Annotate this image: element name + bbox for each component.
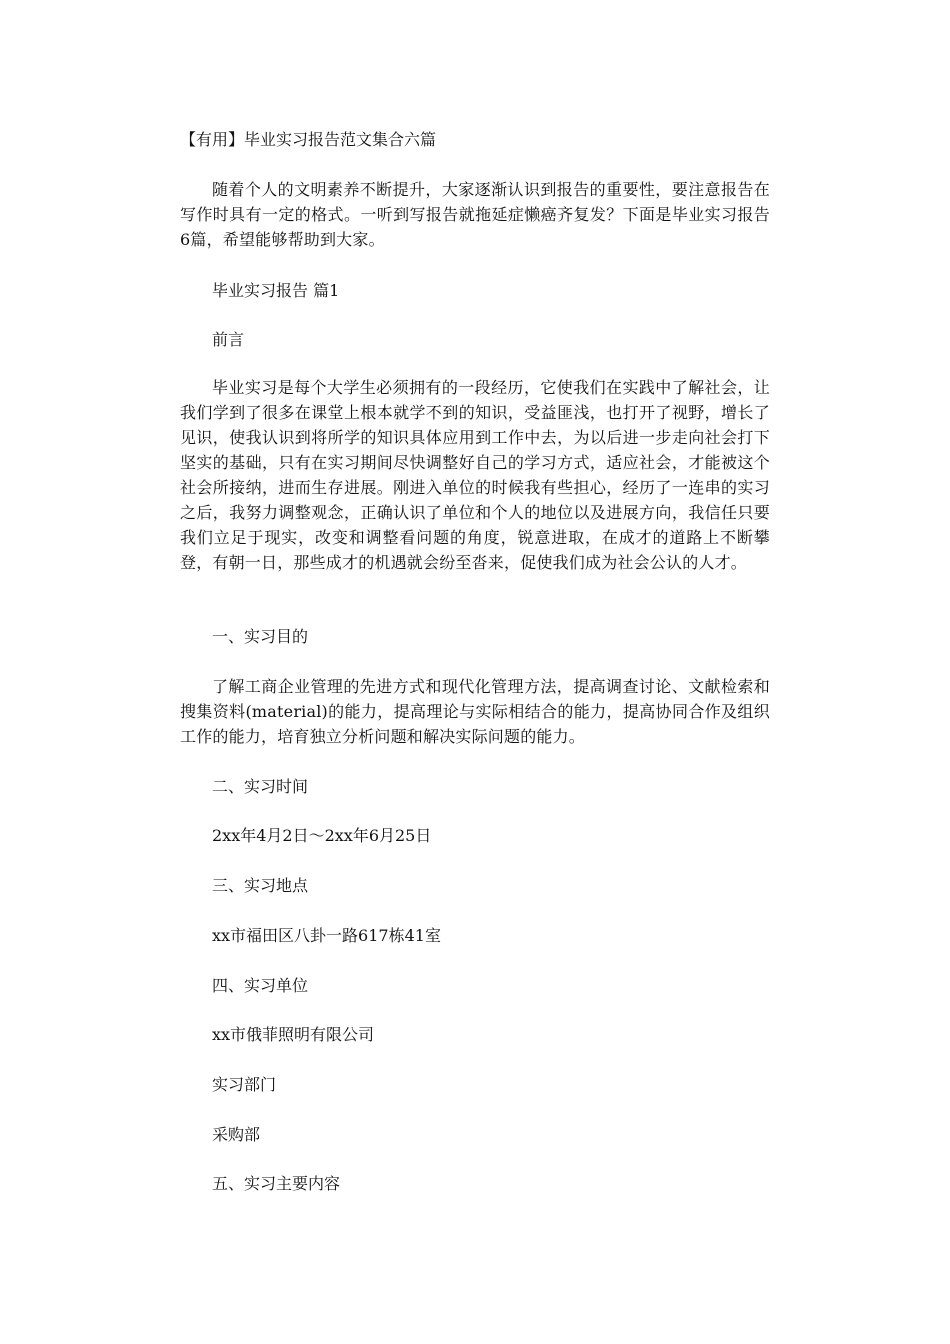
document-title: 【有用】毕业实习报告范文集合六篇	[180, 130, 437, 149]
time-heading: 二、实习时间	[212, 777, 309, 796]
unit-heading: 四、实习单位	[212, 976, 309, 995]
unit-value: xx市俄菲照明有限公司	[212, 1025, 375, 1044]
preface-paragraph: 毕业实习是每个大学生必须拥有的一段经历，它使我们在实践中了解社会，让我们学到了很多在课堂上根本就学不到的知识，受益匪浅，也打开了视野，增长了见识，使我认识到将所学的知识具体应用到工作中去，为以后进一步走向社会打下坚实的基础，只有在实习期间尽快调整好自己的学习方式，适应社会，才能被这个社会所接纳，进而生存进展。刚进入单位的时候我有些担心，经历了一连串的实习之后，我努力调整观念，正确认识了单位和个人的地位以及进展方向，我信任只要我们立足于现实，改变和调整看问题的角度，锐意进取，在成才的道路上不断攀登，有朝一日，那些成才的机遇就会纷至沓来，促使我们成为社会公认的人才。	[180, 378, 770, 572]
content-heading: 五、实习主要内容	[212, 1174, 341, 1193]
place-value: xx市福田区八卦一路617栋41室	[212, 926, 441, 945]
intro-paragraph: 随着个人的文明素养不断提升，大家逐渐认识到报告的重要性，要注意报告在写作时具有一定的格式。一听到写报告就拖延症懒癌齐复发？下面是毕业实习报告6篇，希望能够帮助到大家。	[180, 180, 770, 249]
time-value: 2xx年4月2日～2xx年6月25日	[212, 826, 432, 845]
dept-heading: 实习部门	[212, 1075, 277, 1094]
purpose-paragraph: 了解工商企业管理的先进方式和现代化管理方法，提高调查讨论、文献检索和搜集资料(material)的能力，提高理论与实际相结合的能力，提高协同合作及组织工作的能力，培育独立分析问题和解决实际问题的能力。	[180, 677, 770, 746]
place-heading: 三、实习地点	[212, 876, 309, 895]
preface-heading: 前言	[212, 330, 245, 349]
section-heading: 毕业实习报告 篇1	[212, 281, 340, 300]
purpose-heading: 一、实习目的	[212, 627, 309, 646]
dept-value: 采购部	[212, 1125, 261, 1144]
